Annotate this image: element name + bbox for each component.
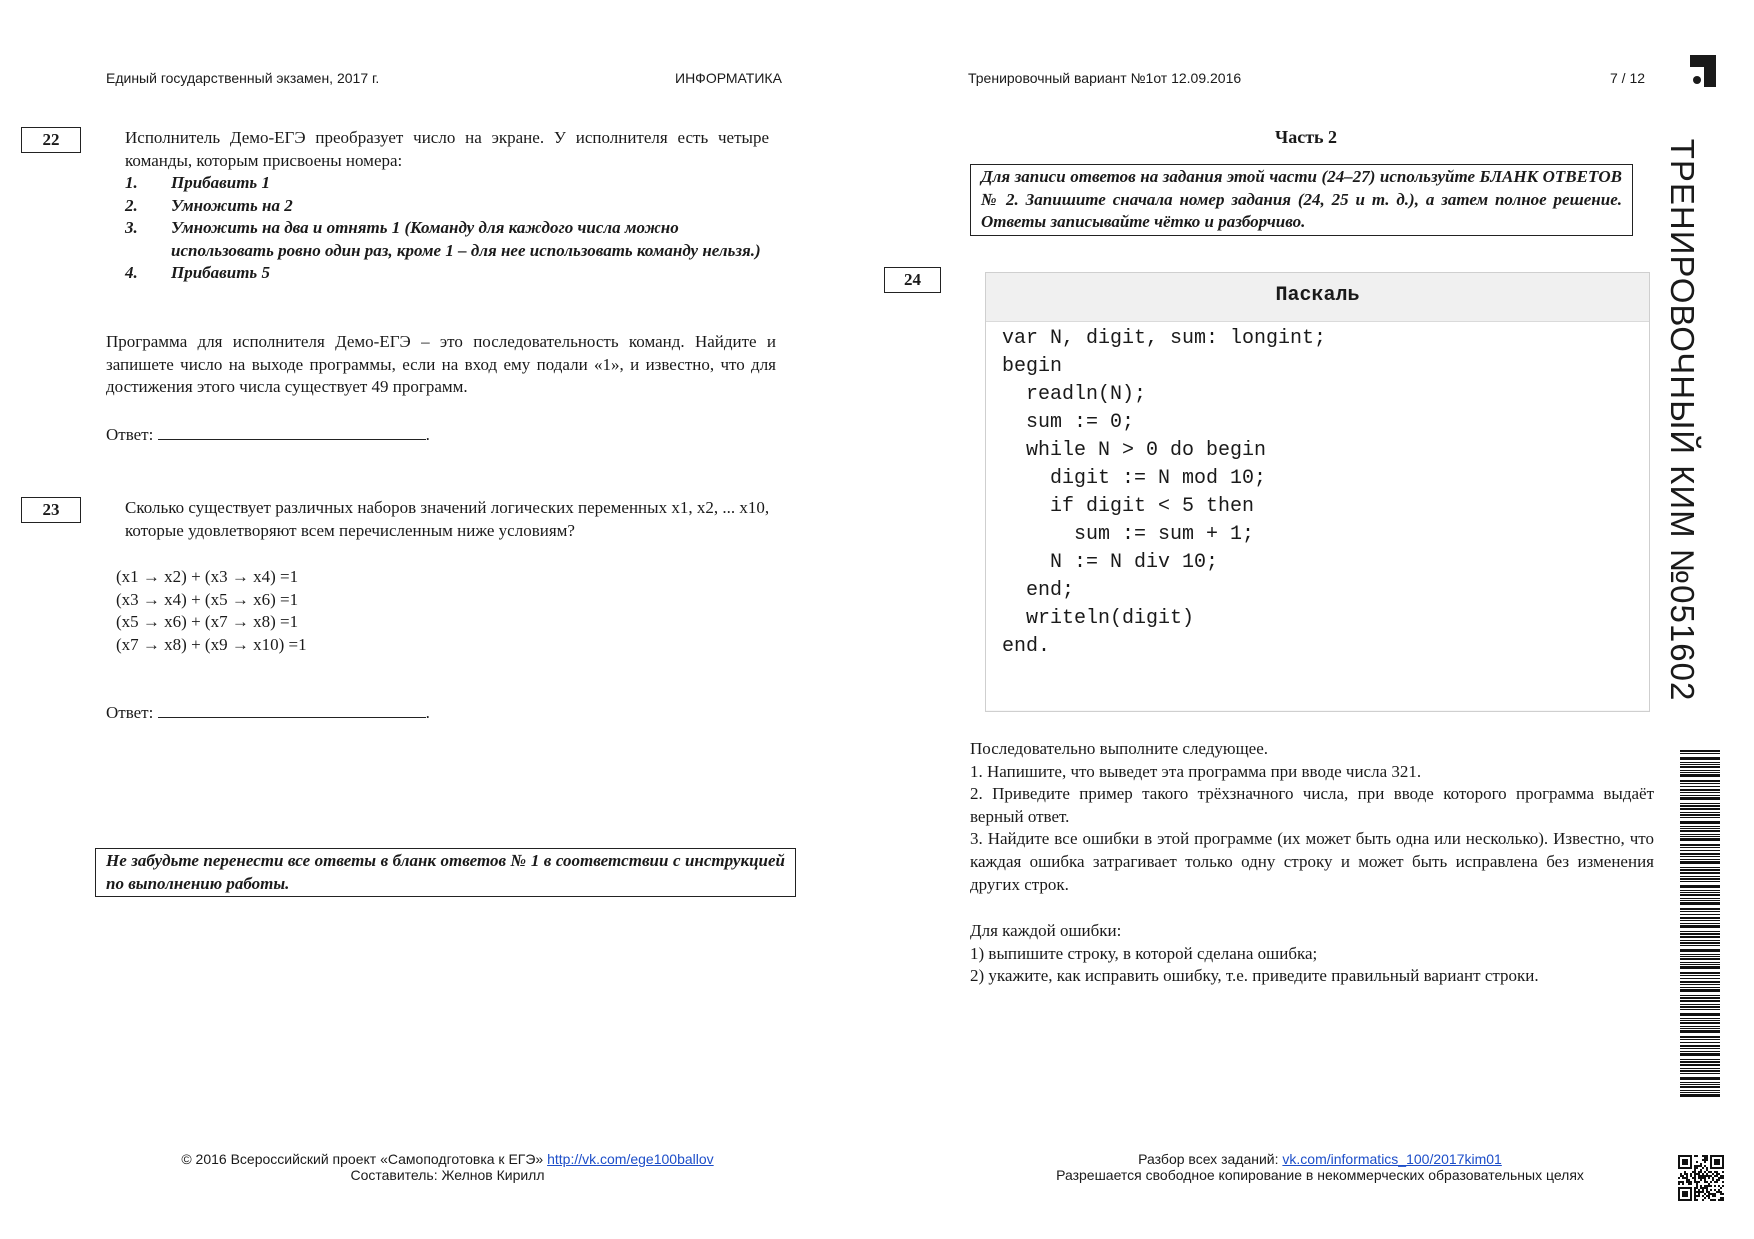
task-23-number: 23 bbox=[21, 497, 81, 523]
header-subject: ИНФОРМАТИКА bbox=[675, 70, 782, 86]
task-22-command-list bbox=[125, 172, 769, 285]
footer-analysis-label: Разбор всех заданий: bbox=[1138, 1151, 1279, 1167]
part-2-instructions: Для записи ответов на задания этой части (24–27) используйте БЛАНК ОТВЕТОВ № 2. Запишите сначала номер задания (24, 25 и т. д.), а затем полное решение. Ответы записывайте чётко и разборчиво. bbox=[970, 164, 1633, 236]
error-step: 2) укажите, как исправить ошибку, т.е. приведите правильный вариант строки. bbox=[970, 966, 1539, 986]
code-line: readln(N); bbox=[1002, 383, 1147, 406]
footer-analysis-link[interactable]: vk.com/informatics_100/2017kim01 bbox=[1282, 1151, 1502, 1167]
code-line: N := N div 10; bbox=[1002, 551, 1219, 574]
vertical-kim-label-container bbox=[1662, 125, 1702, 715]
header-exam-title: Единый государственный экзамен, 2017 г. bbox=[106, 70, 380, 86]
task-24-steps bbox=[970, 738, 1654, 896]
code-line: writeln(digit) bbox=[1002, 607, 1195, 630]
code-body bbox=[986, 322, 1649, 710]
code-line: end. bbox=[1002, 635, 1051, 658]
task-22-answer: Ответ: . bbox=[106, 425, 430, 444]
header-variant: Тренировочный вариант №1от 12.09.2016 bbox=[968, 70, 1242, 86]
code-line: sum := sum + 1; bbox=[1002, 523, 1255, 546]
step-text: 3. Найдите все ошибки в этой программе (их может быть одна или несколько). Известно, что каждая ошибка затрагивает только одну строку и может быть исправлена без изменения других строк. bbox=[970, 829, 1654, 894]
part-2-title: Часть 2 bbox=[1275, 127, 1338, 147]
task-23-answer: Ответ: . bbox=[106, 703, 430, 722]
code-line: begin bbox=[1002, 355, 1063, 378]
answer-line[interactable] bbox=[158, 425, 426, 440]
error-step: 1) выпишите строку, в которой сделана ошибка; bbox=[970, 943, 1318, 963]
command-item: 4. Прибавить 5 bbox=[125, 263, 270, 283]
barcode-icon bbox=[1680, 750, 1720, 1100]
code-line: digit := N mod 10; bbox=[1002, 467, 1267, 490]
footer-author: Составитель: Желнов Кирилл bbox=[350, 1167, 545, 1183]
code-line: end; bbox=[1002, 579, 1075, 602]
header-page-number: 7 / 12 bbox=[1610, 70, 1646, 86]
command-item: 3. Умножить на два и отнять 1 (Команду для каждого числа можно использовать ровно один раз, кроме 1 – для нее использовать команду нельзя.) bbox=[125, 218, 761, 260]
equation: (x3 → x4) + (x5 → x6) =1 bbox=[116, 589, 299, 609]
footer-copyright: © 2016 Всероссийский проект «Самоподготовка к ЕГЭ» bbox=[181, 1151, 544, 1167]
footer-vk-link[interactable]: http://vk.com/ege100ballov bbox=[547, 1151, 714, 1167]
task-23-equations bbox=[116, 566, 307, 656]
step-text: Последовательно выполните следующее. bbox=[970, 739, 1269, 758]
footer-left bbox=[150, 1151, 745, 1183]
task-22-number: 22 bbox=[21, 127, 81, 153]
command-item: 1. Прибавить 1 bbox=[125, 173, 270, 192]
equation: (x7 → x8) + (x9 → x10) =1 bbox=[116, 634, 307, 654]
command-item: 2. Умножить на 2 bbox=[125, 195, 293, 215]
equation: (x1 → x2) + (x3 → x4) =1 bbox=[116, 567, 299, 586]
qr-code-icon bbox=[1678, 1155, 1724, 1201]
errors-intro: Для каждой ошибки: bbox=[970, 921, 1122, 940]
answer-label: Ответ: bbox=[106, 703, 154, 722]
corner-mark-icon bbox=[1690, 55, 1716, 87]
task-22-program-text: Программа для исполнителя Демо-ЕГЭ – это последовательность команд. Найдите и запишете число на выходе программы, если на вход ему подали «1», и известно, что для достижения этого числа существует 49 программ. bbox=[106, 332, 776, 397]
task-23-question: Сколько существует различных наборов значений логических переменных x1, x2, ... x10, которые удовлетворяют всем перечисленным ниже условиям? bbox=[125, 498, 770, 540]
code-line: var N, digit, sum: longint; bbox=[1002, 327, 1327, 350]
vertical-kim-label: ТРЕНИРОВОЧНЫЙ КИМ №051602 bbox=[1664, 138, 1701, 702]
code-line: sum := 0; bbox=[1002, 411, 1135, 434]
code-line: while N > 0 do begin bbox=[1002, 439, 1267, 462]
pascal-code-panel bbox=[985, 272, 1650, 712]
task-24-number: 24 bbox=[884, 267, 941, 293]
step-text: 2. Приведите пример такого трёхзначного числа, при вводе которого программа выдаёт верный ответ. bbox=[970, 784, 1654, 826]
answer-label: Ответ: bbox=[106, 425, 154, 444]
answer-line[interactable] bbox=[158, 703, 426, 718]
task-22-intro: Исполнитель Демо-ЕГЭ преобразует число на экране. У исполнителя есть четыре команды, которым присвоены номера: bbox=[125, 128, 769, 170]
footer-right bbox=[1010, 1151, 1630, 1183]
task-24-errors bbox=[970, 920, 1654, 988]
code-line: if digit < 5 then bbox=[1002, 495, 1255, 518]
transfer-answers-reminder: Не забудьте перенести все ответы в бланк ответов № 1 в соответствии с инструкцией по выполнению работы. bbox=[95, 848, 796, 897]
equation: (x5 → x6) + (x7 → x8) =1 bbox=[116, 612, 299, 632]
code-language-title: Паскаль bbox=[986, 273, 1649, 322]
footer-license: Разрешается свободное копирование в некоммерческих образовательных целях bbox=[1056, 1167, 1584, 1183]
step-text: 1. Напишите, что выведет эта программа при вводе числа 321. bbox=[970, 761, 1422, 781]
